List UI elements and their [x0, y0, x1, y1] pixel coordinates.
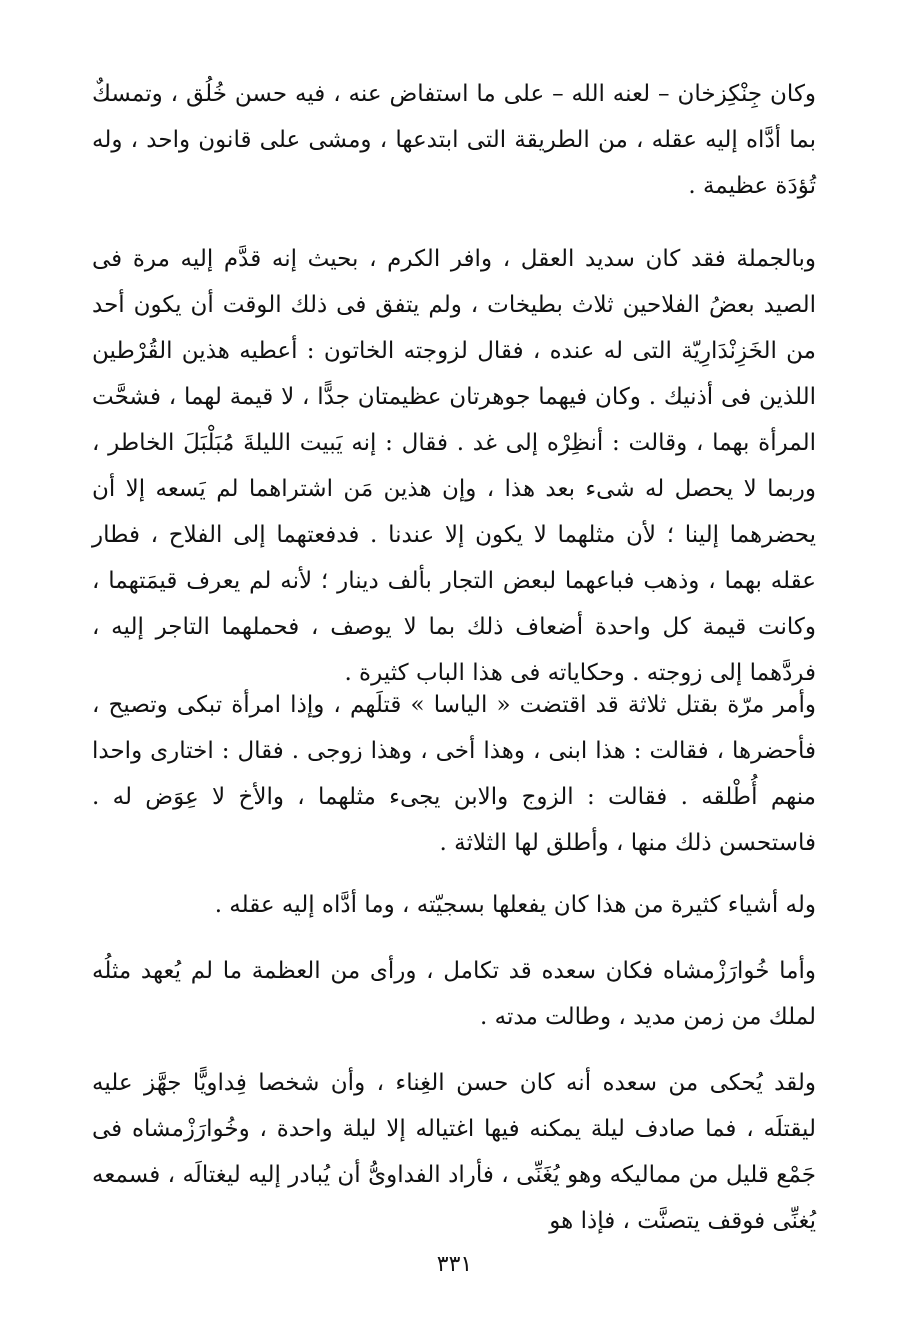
paragraph-khwarazmshah-fortune: وأما خُوارَزْمشاه فكان سعده قد تكامل ، ورأى من العظمة ما لم يُعهد مثلُه لملك من زمن مديد ، وطالت مدته . [92, 958, 816, 1030]
paragraph-singing-story: ولقد يُحكى من سعده أنه كان حسن الغِناء ، وأن شخصا فِداويًّا جهَّز عليه ليقتلَه ، فما صادف ليلة يمكنه فيها اغتياله إلا ليلة واحدة ، وخُوارَزْمشاه فى جَمْع قليل من مماليكه وهو يُغَنِّى ، فأراد الفداوىُّ أن يُبادر إليه ليغتالَه ، فسمعه يُغنِّى فوقف يتصنَّت ، فإذا هو [92, 1070, 816, 1234]
paragraph-many-deeds: وله أشياء كثيرة من هذا كان يفعلها بسجيّته ، وما أدَّاه إليه عقله . [214, 892, 816, 918]
paragraph-genghis-character: وكان جِنْكِزخان – لعنه الله – على ما استفاض عنه ، فيه حسن خُلُق ، وتمسكٌ بما أدَّاه إليه عقله ، من الطريقة التى ابتدعها ، ومشى على قانون واحد ، وله تُؤدَة عظيمة . [92, 81, 816, 199]
page-number: ٣٣١ [436, 1252, 473, 1277]
paragraph-three-prisoners: وأمر مرّة بقتل ثلاثة قد اقتضت « الياسا » قتلَهم ، وإذا امرأة تبكى وتصيح ، فأحضرها ، فقالت : هذا ابنى ، وهذا أخى ، وهذا زوجى . فقال : اختارى واحدا منهم أُطْلقه . فقالت : الزوج والابن يجىء مثلهما ، والأخ لا عِوَض له . فاستحسن ذلك منها ، وأطلق لها الثلاثة . [92, 692, 816, 856]
paragraph-earrings-story: وبالجملة فقد كان سديد العقل ، وافر الكرم ، بحيث إنه قدَّم إليه مرة فى الصيد بعضُ الفلاحين ثلاث بطيخات ، ولم يتفق فى ذلك الوقت أن يكون أحد من الخَزِنْدَارِيّة التى له عنده ، فقال لزوجته الخاتون : أعطيه هذين القُرْطين اللذين فى أذنيك . وكان فيهما جوهرتان عظيمتان جدًّا ، لا قيمة لهما ، فشحَّت المرأة بهما ، وقالت : أنظِرْه إلى غد . فقال : إنه يَبيت الليلةَ مُبَلْبَلَ الخاطر ، وربما لا يحصل له شىء بعد هذا ، وإن هذين مَن اشتراهما لم يَسعه إلا أن يحضرهما إلينا ؛ لأن مثلهما لا يكون إلا عندنا . فدفعتهما إلى الفلاح ، فطار عقله بهما ، وذهب فباعهما لبعض التجار بألف دينار ؛ لأنه لم يعرف قيمَتهما ، وكانت قيمة كل واحدة أضعاف ذلك بما لا يوصف ، فحملهما التاجر إليه ، فردَّهما إلى زوجته . وحكاياته فى هذا الباب كثيرة . [92, 246, 816, 686]
